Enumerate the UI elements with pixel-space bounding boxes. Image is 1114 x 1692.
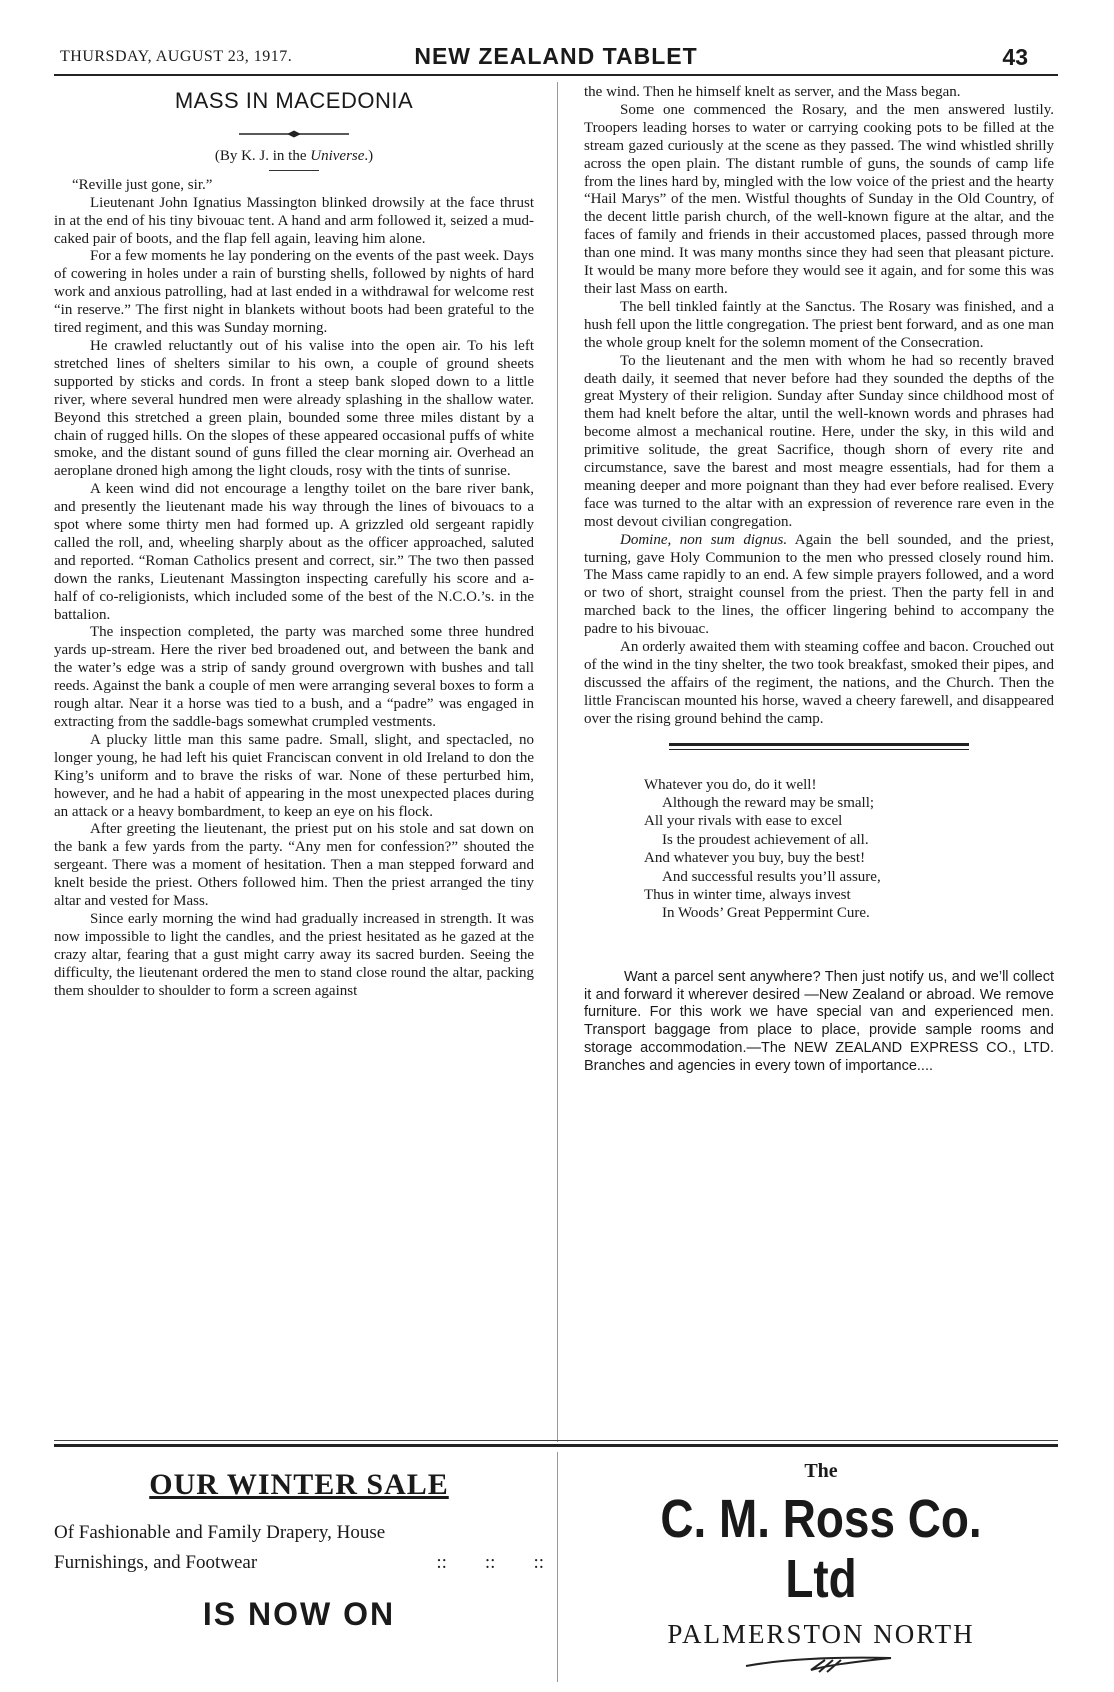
domine-text: Again the bell sounded, and the priest, turning, gave Holy Communion to the men who pressed closely round him. The Mass came rapidly to an end. A few simple prayers followed, and a word or two of short, straight counsel from the priest. Then the party fell in and marched back to the lines, the officer lingering behind to accompany the padre to his bivouac. — [584, 531, 1055, 638]
title-ornament-rule — [239, 130, 349, 138]
article-right-column — [584, 84, 1054, 1076]
article-paragraph-final: An orderly awaited them with steaming coffee and bacon. Crouched out of the wind in the tiny shelter, the two took breakfast, smoked their pipes, and discussed the affairs of the regiment, the nations, and the Church. Then the little Franciscan mounted his horse, waved a cheery farewell, and disappeared over the rising ground behind the camp. — [584, 639, 1054, 727]
byline-rule — [269, 170, 319, 171]
article-title: MASS IN MACEDONIA — [174, 88, 414, 113]
article-paragraph-domine — [584, 532, 1054, 639]
domine-latin: Domine, non sum dignus. — [620, 531, 788, 548]
article-left-column — [54, 84, 534, 1001]
issue-date: THURSDAY, AUGUST 23, 1917. — [60, 48, 293, 65]
poem-line: And successful results you’ll assure, — [662, 868, 881, 885]
poem-line: Is the proudest achievement of all. — [662, 831, 869, 848]
article-byline — [54, 148, 534, 166]
byline-prefix: (By K. J. in the — [214, 147, 311, 164]
article-paragraph: To the lieutenant and the men with whom he had so recently braved death daily, it seemed that never before had they sounded the depths of the great Mystery of their religion. Sunday after Sunday since childhood most of them had knelt before the altar, until the well-known words and phrases had become almost a mechanical routine. Here, under the sky, in this wild and primitive solitude, the great Sacrifice, though shorn of every rite and circumstance, save the barest and most meagre essentials, had for them a meaning deeper and more poignant than they had ever before realised. Every face was turned to the altar with an expression of reverence rare even in the most devout civilian congregation. — [584, 352, 1054, 530]
byline-source: Universe — [310, 147, 365, 164]
sale-line-1: Of Fashionable and Family Drapery, House — [54, 1522, 386, 1543]
article-paragraph: After greeting the lieutenant, the priest put on his stole and sat down on the bank a few yards from the party. “Any men for confession?” shouted the sergeant. There was a moment of hesitation. Then a man stepped forward and knelt beside the priest. Others followed him. Then the priest arranged the tiny altar and vested for Mass. — [54, 821, 534, 910]
left-paragraphs — [54, 177, 534, 1001]
right-paragraphs — [584, 102, 1054, 532]
sale-line-2-text: Furnishings, and Footwear — [54, 1552, 258, 1573]
article-paragraph: “Reville just gone, sir.” — [72, 176, 213, 193]
advert-divider — [557, 1452, 558, 1682]
section-double-rule — [669, 743, 969, 750]
article-continuation: the wind. Then he himself knelt as server, and the Mass began. — [584, 84, 961, 100]
byline-suffix: .) — [364, 147, 374, 164]
article-paragraph: Some one commenced the Rosary, and the men answered lustily. Troopers leading horses to water or carrying cooking pots to be filled at the stream gazed curiously at the scene as they passed. The wind whistled shrilly across the open plain. The distant rumble of guns, the sounds of camp life from the lines hard by, mingled with the low voice of the priest and the hearty “Hail Marys” of the men. Wistful thoughts of Sunday in the Old Country, of the decent little parish church, of the well-known figure at the altar, and the faces of family and friends in their accustomed places, passed through more than one mind. It was many months since they had seen that pleasant picture. It would be many more before they would see it again, and for some this was their last Mass on earth. — [584, 101, 1054, 297]
advert-rule-thick — [54, 1444, 1058, 1447]
article-paragraph: A keen wind did not encourage a lengthy toilet on the bare river bank, and presently the lieutenant made his way through the lines of bivouacs to a spot where some thirty men had formed up. A grizzled old sergeant rapidly called the roll, and, wheeling sharply about as the officer approached, saluted and reported. “Roman Catholics present and correct, sir.” The two then passed down the ranks, Lieutenant Massington inspecting carefully his score and a-half of co-religionists, which included some of the best of the N.C.O.’s. in the battalion. — [54, 481, 534, 623]
article-paragraph: Since early morning the wind had gradually increased in strength. It was now impossible to light the candles, and the priest hesitated as he gazed at the crazy altar, fearing that a gust might carry away its sacred burden. Seeing the difficulty, the lieutenant ordered the men to stand close round the altar, packing them shoulder to shoulder to form a screen against — [54, 910, 534, 999]
ross-company-advert — [584, 1456, 1058, 1679]
ross-location: PALMERSTON NORTH — [667, 1619, 975, 1649]
swoosh-ornament-icon — [741, 1652, 901, 1674]
article-paragraph: The inspection completed, the party was marched some three hundred yards up-stream. Here the river bed broadened out, and between the bank and the water’s edge was a strip of sandy ground overgrown with bushes and tall reeds. Against the bank a couple of men were arranging several boxes to form a rough altar. Near it a horse was tied to a bush, and a “padre” was engaged in extracting from the saddle-bags somewhat crumpled vestments. — [54, 624, 534, 730]
article-paragraph: He crawled reluctantly out of his valise into the open air. To his left stretched lines of shelters similar to his own, a couple of ground sheets supported by sticks and cords. In front a steep bank sloped down to a little river, where several hundred men were already splashing in the shallow water. Beyond this stretched a green plain, bounded some three miles distant by a chain of rugged hills. On the slopes of these appeared occasional puffs of white smoke, and the distant sound of guns filled the clear morning air. Overhead an aeroplane droned high among the light clouds, rosy with the tints of sunrise. — [54, 337, 534, 480]
advert-poem — [644, 776, 1054, 923]
advert-rule-top — [54, 1440, 1058, 1441]
column-divider — [557, 82, 558, 1442]
publication-title: NEW ZEALAND TABLET — [414, 43, 698, 69]
poem-line: In Woods’ Great Peppermint Cure. — [662, 905, 870, 922]
notice-text: Want a parcel sent anywhere? Then just notify us, and we’ll collect it and forward it wherever desired —New Zealand or abroad. We remove furniture. For this work we have special van and experienced men. Transport baggage from place to place, provide sample rooms and storage accommodation.—The NEW ZEALAND EXPRESS CO., LTD. Branches and agencies in every town of importance.... — [584, 968, 1054, 1074]
poem-line: Thus in winter time, always invest — [644, 887, 851, 904]
ross-the: The — [804, 1460, 838, 1482]
ross-company-name: C. M. Ross Co. Ltd — [660, 1489, 982, 1609]
poem-line: All your rivals with ease to excel — [644, 813, 843, 830]
page-number: 43 — [1002, 44, 1028, 70]
sale-line-2 — [54, 1548, 544, 1578]
express-company-notice — [584, 969, 1054, 1076]
winter-sale-advert — [54, 1460, 544, 1633]
article-paragraph: Lieutenant John Ignatius Massington blinked drowsily at the face thrust in at the end of his tiny bivouac tent. A hand and arm followed it, seized a mud-caked pair of boots, and the flap fell again, leaving him alone. — [54, 194, 534, 247]
page-header — [54, 38, 1058, 76]
poem-line: And whatever you buy, buy the best! — [644, 850, 866, 867]
sale-closing: IS NOW ON — [202, 1596, 396, 1632]
poem-line: Although the reward may be small; — [662, 795, 875, 812]
article-paragraph: A plucky little man this same padre. Small, slight, and spectacled, no longer young, he had left his quiet Franciscan convent in old Ireland to don the King’s uniform and to brave the risks of war. None of these perturbed him, however, and he had a habit of appearing in the most unexpected places during an attack or a heavy bombardment, to keep an eye on his flock. — [54, 731, 534, 820]
poem-line: Whatever you do, do it well! — [644, 776, 817, 793]
sale-separators: :: :: :: — [436, 1552, 544, 1573]
sale-headline: OUR WINTER SALE — [149, 1468, 449, 1501]
article-paragraph: For a few moments he lay pondering on the events of the past week. Days of cowering in holes under a rain of bursting shells, followed by nights of hard work and anxious patrolling, had at last ended in a withdrawal for welcome rest “in reserve.” The first night in blankets without boots had been grateful to the tired regiment, and this was Sunday morning. — [54, 248, 534, 337]
article-paragraph: The bell tinkled faintly at the Sanctus. The Rosary was finished, and a hush fell upon the little congregation. The priest bent forward, and as one man the whole group knelt for the solemn moment of the Consecration. — [584, 298, 1055, 351]
